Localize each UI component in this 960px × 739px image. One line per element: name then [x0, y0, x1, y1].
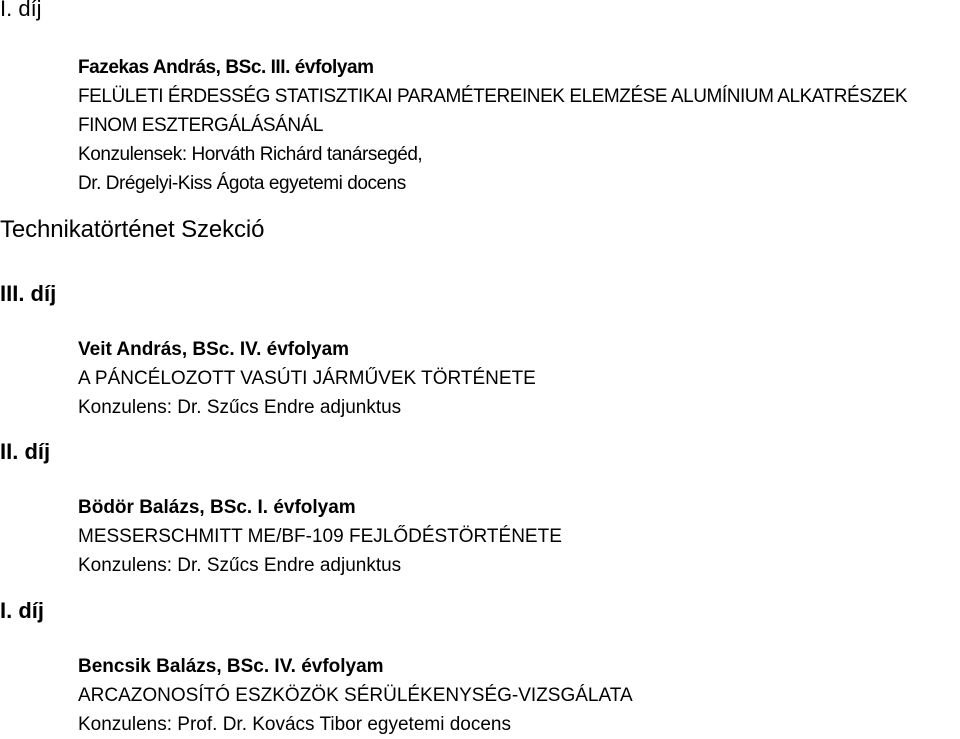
consultant: Konzulens: Prof. Dr. Kovács Tibor egyetemi docens [78, 714, 511, 735]
paper-title: MESSERSCHMITT ME/BF-109 FEJLŐDÉSTÖRTÉNETE [78, 526, 562, 547]
prize-heading: I. díj [0, 598, 44, 623]
consultants: Konzulensek: Horváth Richárd tanársegéd, [78, 144, 423, 165]
prize-heading: III. díj [0, 281, 57, 306]
award-entry [78, 652, 633, 739]
paper-title-continued: FINOM ESZTERGÁLÁSÁNÁL [78, 115, 323, 136]
award-entry [78, 53, 907, 198]
student-name: Fazekas András, BSc. III. évfolyam [78, 57, 374, 78]
consultants-continued: Dr. Drégelyi-Kiss Ágota egyetemi docens [78, 173, 406, 194]
student-name: Veit András, BSc. IV. évfolyam [78, 339, 350, 360]
student-name: Bencsik Balázs, BSc. IV. évfolyam [78, 656, 384, 677]
award-entry [78, 335, 536, 422]
consultant: Konzulens: Dr. Szűcs Endre adjunktus [78, 397, 402, 418]
consultant: Konzulens: Dr. Szűcs Endre adjunktus [78, 555, 402, 576]
paper-title: FELÜLETI ÉRDESSÉG STATISZTIKAI PARAMÉTEREINEK ELEMZÉSE ALUMÍNIUM ALKATRÉSZEK [78, 86, 908, 107]
paper-title: A PÁNCÉLOZOTT VASÚTI JÁRMŰVEK TÖRTÉNETE [78, 368, 536, 389]
student-name: Bödör Balázs, BSc. I. évfolyam [78, 497, 356, 518]
prize-heading: II. díj [0, 439, 51, 464]
section-title: Technikatörténet Szekció [0, 216, 265, 243]
prize-heading: I. díj [0, 0, 42, 21]
paper-title: ARCAZONOSÍTÓ ESZKÖZÖK SÉRÜLÉKENYSÉG-VIZSGÁLATA [78, 685, 633, 706]
award-entry [78, 493, 562, 580]
